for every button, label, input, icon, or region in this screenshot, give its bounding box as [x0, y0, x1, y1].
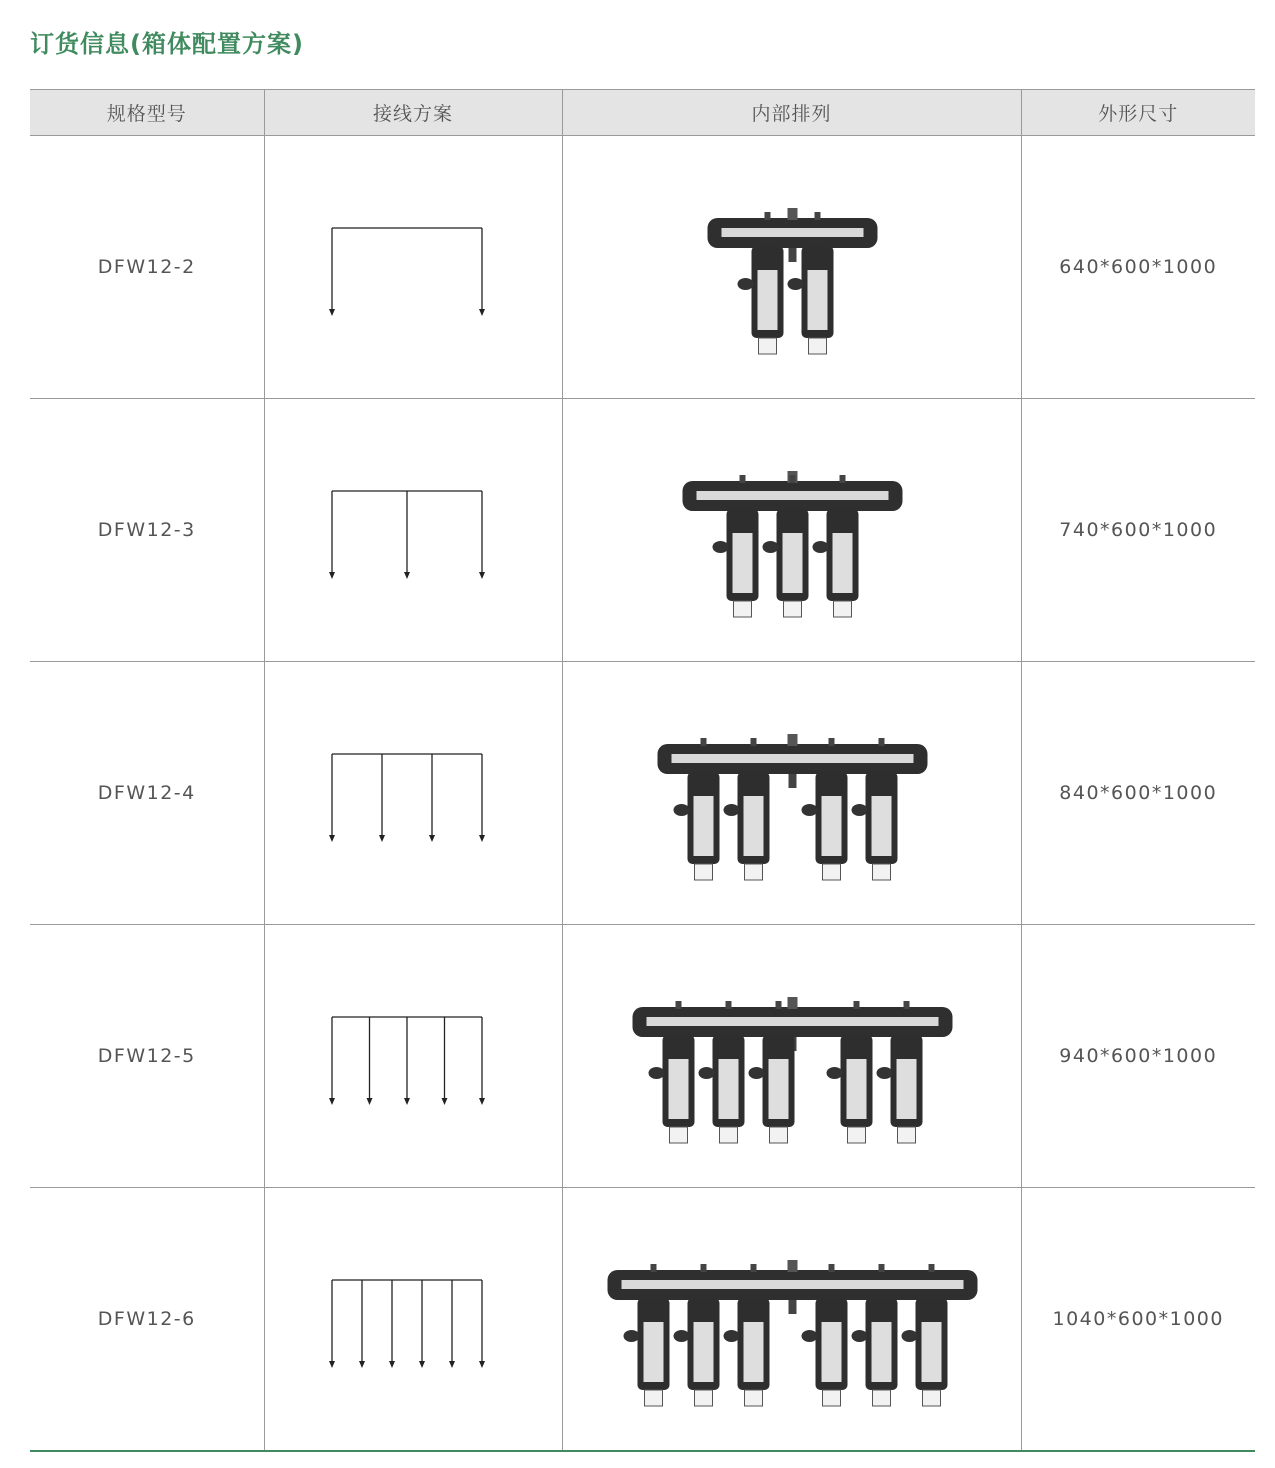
unit-top-connector [700, 1264, 706, 1272]
unit-top-connector [928, 1264, 934, 1272]
unit-window [643, 1322, 663, 1382]
model-cell: DFW12-3 [30, 399, 264, 662]
wiring-cell [264, 136, 562, 399]
arrangement-cell [562, 662, 1021, 925]
arrow-icon [479, 1361, 485, 1368]
unit-handle [648, 1067, 664, 1079]
dimensions-cell: 640*600*1000 [1021, 136, 1255, 399]
unit-handle [737, 278, 753, 290]
model-cell: DFW12-6 [30, 1188, 264, 1452]
arrow-icon [419, 1361, 425, 1368]
unit-window [821, 1322, 841, 1382]
unit-handle [876, 1067, 892, 1079]
unit-window [846, 1059, 866, 1119]
unit-top-connector [775, 1001, 781, 1009]
unit-handle [712, 541, 728, 553]
unit-top-connector [764, 212, 770, 220]
arrangement-cell [562, 136, 1021, 399]
unit-handle [673, 1330, 689, 1342]
unit-bushing [897, 1127, 915, 1143]
unit-handle [787, 278, 803, 290]
arrow-icon [329, 835, 335, 842]
arrow-icon [449, 1361, 455, 1368]
unit-handle [801, 1330, 817, 1342]
wiring-cell [264, 399, 562, 662]
unit-window [757, 270, 777, 330]
switchgear-unit-icon [563, 136, 1022, 398]
arrow-icon [404, 1098, 410, 1105]
dimensions-cell: 1040*600*1000 [1021, 1188, 1255, 1452]
unit-window [768, 1059, 788, 1119]
header-dimensions: 外形尺寸 [1021, 90, 1255, 136]
unit-top-connector [828, 738, 834, 746]
unit-bushing [744, 864, 762, 880]
model-cell: DFW12-4 [30, 662, 264, 925]
unit-top-connector [700, 738, 706, 746]
switchgear-assembly [682, 471, 902, 617]
arrow-icon [441, 1098, 447, 1105]
unit-top-connector [878, 1264, 884, 1272]
arrow-icon [479, 309, 485, 316]
busbar-highlight [621, 1280, 963, 1289]
table-header-row [30, 90, 1255, 136]
unit-handle [851, 1330, 867, 1342]
header-wiring: 接线方案 [264, 90, 562, 136]
unit-handle [748, 1067, 764, 1079]
wiring-diagram-icon [265, 662, 563, 924]
model-cell: DFW12-5 [30, 925, 264, 1188]
wiring-cell [264, 662, 562, 925]
top-connector [787, 734, 797, 746]
unit-handle [698, 1067, 714, 1079]
wiring-cell [264, 925, 562, 1188]
wiring-diagram-icon [265, 136, 563, 398]
unit-bushing [644, 1390, 662, 1406]
top-connector [787, 1260, 797, 1272]
table-row [30, 399, 1255, 662]
unit-top-connector [750, 738, 756, 746]
top-connector [787, 997, 797, 1009]
unit-top-connector [814, 212, 820, 220]
model-cell: DFW12-2 [30, 136, 264, 399]
page-title: 订货信息(箱体配置方案) [30, 30, 304, 58]
arrow-icon [329, 1361, 335, 1368]
unit-top-connector [650, 1264, 656, 1272]
wiring-diagram-icon [265, 1188, 563, 1450]
arrow-icon [389, 1361, 395, 1368]
arrow-icon [429, 835, 435, 842]
switchgear-assembly [632, 997, 952, 1143]
dimensions-cell: 940*600*1000 [1021, 925, 1255, 1188]
unit-bushing [808, 338, 826, 354]
unit-top-connector [828, 1264, 834, 1272]
unit-top-connector [750, 1264, 756, 1272]
dimensions-cell: 740*600*1000 [1021, 399, 1255, 662]
arrangement-cell [562, 925, 1021, 1188]
unit-bushing [769, 1127, 787, 1143]
arrow-icon [359, 1361, 365, 1368]
unit-top-connector [853, 1001, 859, 1009]
switchgear-unit-icon [563, 1188, 1022, 1450]
table-row [30, 1188, 1255, 1452]
unit-window [718, 1059, 738, 1119]
wiring-diagram-icon [265, 399, 563, 661]
unit-bushing [872, 1390, 890, 1406]
unit-bushing [733, 601, 751, 617]
unit-bushing [822, 864, 840, 880]
unit-window [807, 270, 827, 330]
unit-handle [673, 804, 689, 816]
unit-window [743, 796, 763, 856]
table-row [30, 662, 1255, 925]
unit-bushing [719, 1127, 737, 1143]
unit-handle [623, 1330, 639, 1342]
unit-window [871, 796, 891, 856]
switchgear-assembly [607, 1260, 977, 1406]
arrow-icon [329, 572, 335, 579]
busbar-highlight [721, 228, 863, 237]
busbar-highlight [696, 491, 888, 500]
unit-bushing [669, 1127, 687, 1143]
unit-bushing [758, 338, 776, 354]
unit-bushing [694, 864, 712, 880]
unit-window [832, 533, 852, 593]
dimensions-cell: 840*600*1000 [1021, 662, 1255, 925]
unit-top-connector [878, 738, 884, 746]
unit-top-connector [903, 1001, 909, 1009]
switchgear-unit-icon [563, 662, 1022, 924]
unit-window [743, 1322, 763, 1382]
unit-top-connector [789, 475, 795, 483]
top-connector [787, 208, 797, 220]
unit-top-connector [725, 1001, 731, 1009]
unit-bushing [694, 1390, 712, 1406]
arrow-icon [479, 572, 485, 579]
arrow-icon [379, 835, 385, 842]
unit-window [782, 533, 802, 593]
switchgear-unit-icon [563, 399, 1022, 661]
header-model: 规格型号 [30, 90, 264, 136]
table-row [30, 136, 1255, 399]
arrow-icon [329, 309, 335, 316]
unit-handle [801, 804, 817, 816]
unit-window [896, 1059, 916, 1119]
unit-handle [826, 1067, 842, 1079]
unit-window [668, 1059, 688, 1119]
switchgear-assembly [657, 734, 927, 880]
wiring-cell [264, 1188, 562, 1452]
unit-handle [812, 541, 828, 553]
unit-window [871, 1322, 891, 1382]
center-support [788, 774, 796, 788]
unit-handle [901, 1330, 917, 1342]
unit-top-connector [739, 475, 745, 483]
center-support [788, 1300, 796, 1314]
unit-bushing [833, 601, 851, 617]
arrangement-cell [562, 399, 1021, 662]
busbar-highlight [671, 754, 913, 763]
arrangement-cell [562, 1188, 1021, 1452]
unit-window [693, 796, 713, 856]
unit-bushing [922, 1390, 940, 1406]
arrow-icon [404, 572, 410, 579]
unit-handle [723, 804, 739, 816]
configuration-table [30, 89, 1255, 1452]
unit-window [921, 1322, 941, 1382]
unit-bushing [872, 864, 890, 880]
unit-handle [762, 541, 778, 553]
header-arrangement: 内部排列 [562, 90, 1021, 136]
wiring-diagram-icon [265, 925, 563, 1187]
unit-handle [851, 804, 867, 816]
busbar-highlight [646, 1017, 938, 1026]
arrow-icon [479, 1098, 485, 1105]
unit-bushing [847, 1127, 865, 1143]
table-row [30, 925, 1255, 1188]
unit-bushing [783, 601, 801, 617]
unit-top-connector [675, 1001, 681, 1009]
unit-window [821, 796, 841, 856]
unit-bushing [744, 1390, 762, 1406]
arrow-icon [479, 835, 485, 842]
arrow-icon [366, 1098, 372, 1105]
unit-bushing [822, 1390, 840, 1406]
arrow-icon [329, 1098, 335, 1105]
unit-handle [723, 1330, 739, 1342]
center-support [788, 248, 796, 262]
switchgear-unit-icon [563, 925, 1022, 1187]
unit-window [732, 533, 752, 593]
unit-window [693, 1322, 713, 1382]
switchgear-assembly [707, 208, 877, 354]
unit-top-connector [839, 475, 845, 483]
